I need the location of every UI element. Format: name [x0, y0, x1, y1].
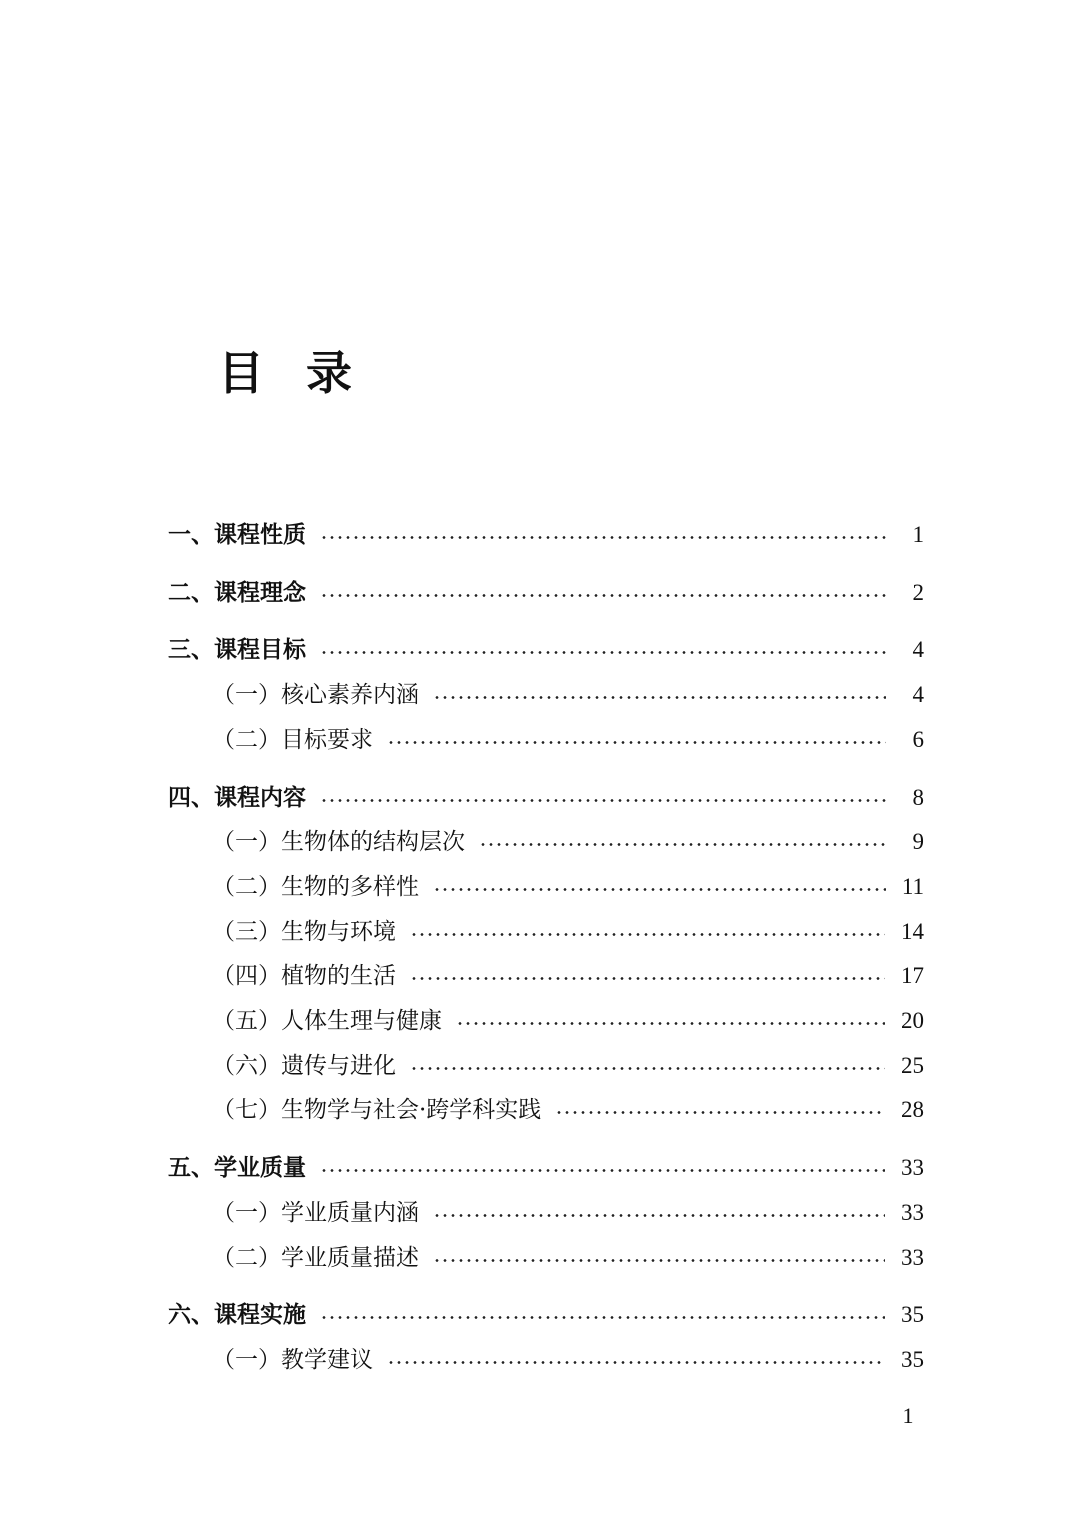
- toc-dot-leader: [320, 1316, 885, 1319]
- toc-entry-title: 六、课程实施: [168, 1301, 306, 1328]
- toc-dot-leader: [320, 799, 886, 802]
- toc-entry-title: 四、课程内容: [168, 784, 306, 811]
- toc-entry: [168, 782, 924, 814]
- toc-entry-title: （一）教学建议: [212, 1347, 373, 1373]
- toc-entry-title: （二）学业质量描述: [212, 1245, 419, 1271]
- toc-entry: [168, 634, 924, 666]
- toc-dot-leader: [410, 1067, 885, 1070]
- toc-entry: [212, 826, 924, 858]
- toc-entry-page: 33: [901, 1200, 924, 1225]
- toc-entry: [212, 916, 924, 948]
- toc-entry-title: （五）人体生理与健康: [212, 1008, 442, 1034]
- toc-entry-title: 二、课程理念: [168, 579, 306, 606]
- toc-entry-page: 20: [901, 1008, 924, 1033]
- page-number: 1: [902, 1403, 914, 1428]
- toc-dot-leader: [320, 594, 886, 597]
- toc-dot-leader: [410, 933, 885, 936]
- toc-entry-page: 35: [901, 1347, 924, 1372]
- toc-dot-leader: [387, 1361, 885, 1364]
- toc-entry-page: 8: [912, 785, 924, 810]
- toc-entry: [212, 1197, 924, 1229]
- toc-entry: [168, 519, 924, 551]
- toc-entry: [168, 1299, 924, 1331]
- page-title: 目录: [218, 346, 394, 400]
- toc-entry-page: 17: [901, 963, 924, 988]
- toc-entry-title: （一）学业质量内涵: [212, 1200, 419, 1226]
- toc-entry-page: 1: [912, 522, 924, 547]
- toc-entry-page: 6: [912, 727, 924, 752]
- toc-dot-leader: [433, 888, 886, 891]
- toc-entry-title: 三、课程目标: [168, 636, 306, 663]
- toc-entry-page: 25: [901, 1053, 924, 1078]
- toc-entry: [212, 1094, 924, 1126]
- toc-dot-leader: [433, 1214, 885, 1217]
- toc-entry: [212, 1050, 924, 1082]
- toc-entry-page: 2: [912, 580, 924, 605]
- toc-dot-leader: [410, 977, 885, 980]
- toc-entry-title: （三）生物与环境: [212, 919, 396, 945]
- toc-entry-page: 35: [901, 1302, 924, 1327]
- toc-entry: [212, 871, 924, 903]
- toc-entry: [212, 724, 924, 756]
- toc-entry-page: 4: [912, 637, 924, 662]
- toc-dot-leader: [555, 1111, 885, 1114]
- toc-entry: [168, 1152, 924, 1184]
- toc-entry-title: 一、课程性质: [168, 521, 306, 548]
- toc-dot-leader: [320, 651, 886, 654]
- toc-entry-title: （一）核心素养内涵: [212, 682, 419, 708]
- toc-entry-page: 33: [901, 1155, 924, 1180]
- toc-entry-page: 28: [901, 1097, 924, 1122]
- toc-entry: [212, 960, 924, 992]
- toc-dot-leader: [320, 536, 886, 539]
- toc-dot-leader: [320, 1169, 885, 1172]
- toc-entry: [212, 679, 924, 711]
- toc-entry-title: （六）遗传与进化: [212, 1053, 396, 1079]
- toc-entry-page: 33: [901, 1245, 924, 1270]
- toc-entry: [212, 1242, 924, 1274]
- toc-entry: [168, 577, 924, 609]
- toc-entry-title: （四）植物的生活: [212, 963, 396, 989]
- toc-entry-title: 五、学业质量: [168, 1154, 306, 1181]
- toc-dot-leader: [433, 1259, 885, 1262]
- toc-entry-title: （二）目标要求: [212, 727, 373, 753]
- toc-dot-leader: [456, 1022, 885, 1025]
- toc-entry-title: （二）生物的多样性: [212, 874, 419, 900]
- toc-dot-leader: [433, 696, 886, 699]
- toc-entry-page: 4: [912, 682, 924, 707]
- toc-entry: [212, 1005, 924, 1037]
- toc-entry-title: （一）生物体的结构层次: [212, 829, 465, 855]
- toc-entry: [212, 1344, 924, 1376]
- toc-dot-leader: [387, 741, 886, 744]
- toc-dot-leader: [479, 843, 886, 846]
- toc-entry-page: 11: [901, 874, 924, 899]
- toc-entry-title: （七）生物学与社会·跨学科实践: [212, 1097, 542, 1123]
- toc-entry-page: 9: [912, 829, 924, 854]
- toc-entry-page: 14: [901, 919, 924, 944]
